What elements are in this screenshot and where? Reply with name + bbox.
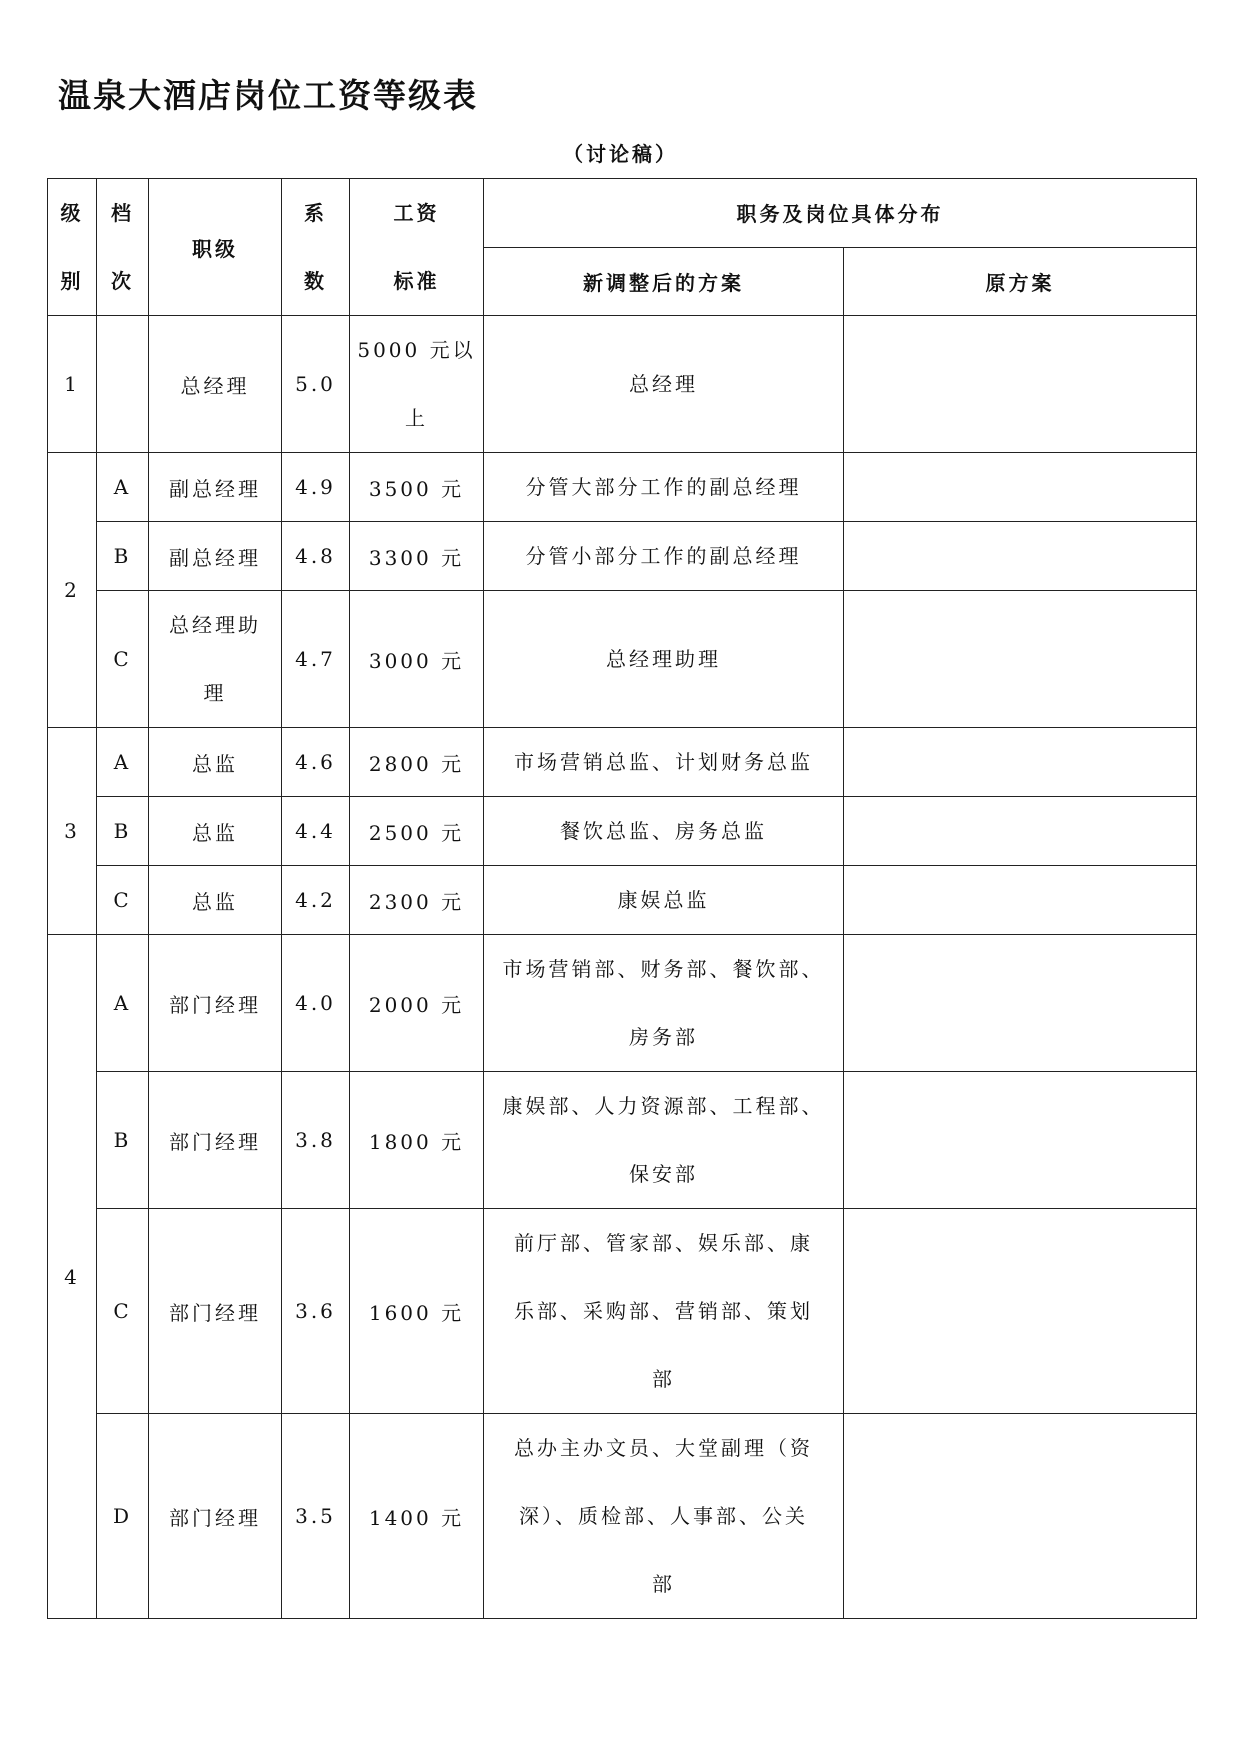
old-plan-cell	[844, 728, 1197, 797]
coefficient-cell: 4.8	[282, 522, 350, 591]
wage-grade-table	[47, 178, 1197, 1619]
new-plan-line: 乐部、采购部、营销部、策划	[514, 1299, 813, 1323]
header-coefficient-bottom: 数	[304, 269, 327, 293]
coefficient-cell: 4.7	[282, 591, 350, 728]
grade-cell: B	[97, 1072, 149, 1209]
header-distribution: 职务及岗位具体分布	[484, 179, 1197, 248]
table-row	[48, 453, 1197, 522]
rank-cell: 总监	[149, 866, 282, 935]
new-plan-cell: 分管大部分工作的副总经理	[484, 453, 844, 522]
old-plan-cell	[844, 522, 1197, 591]
rank-cell: 总监	[149, 728, 282, 797]
header-wage	[350, 179, 484, 316]
new-plan-cell	[484, 1209, 844, 1414]
wage-line: 5000 元以	[357, 338, 476, 362]
document-title: 温泉大酒店岗位工资等级表	[58, 76, 478, 115]
new-plan-line: 房务部	[629, 1025, 698, 1049]
table-row	[48, 797, 1197, 866]
header-coefficient-top: 系	[304, 201, 327, 225]
table-row	[48, 935, 1197, 1072]
new-plan-cell	[484, 1414, 844, 1619]
new-plan-line: 保安部	[629, 1162, 698, 1186]
header-level	[48, 179, 97, 316]
header-rank: 职级	[149, 179, 282, 316]
table-row	[48, 1209, 1197, 1414]
coefficient-cell: 4.9	[282, 453, 350, 522]
wage-cell: 3000 元	[350, 591, 484, 728]
new-plan-cell: 分管小部分工作的副总经理	[484, 522, 844, 591]
new-plan-line: 总办主办文员、大堂副理（资	[514, 1436, 813, 1460]
table-row	[48, 1414, 1197, 1619]
old-plan-cell	[844, 797, 1197, 866]
rank-line: 理	[203, 681, 227, 705]
table-row	[48, 1072, 1197, 1209]
grade-cell: B	[97, 522, 149, 591]
coefficient-cell: 3.8	[282, 1072, 350, 1209]
header-level-top: 级	[60, 201, 84, 225]
rank-cell: 部门经理	[149, 1072, 282, 1209]
grade-cell: C	[97, 866, 149, 935]
new-plan-cell: 餐饮总监、房务总监	[484, 797, 844, 866]
wage-cell: 3500 元	[350, 453, 484, 522]
wage-line: 上	[405, 406, 428, 430]
new-plan-cell	[484, 935, 844, 1072]
wage-cell: 3300 元	[350, 522, 484, 591]
rank-cell: 部门经理	[149, 1414, 282, 1619]
header-level-bottom: 别	[60, 269, 84, 293]
grade-cell: A	[97, 728, 149, 797]
grade-cell: C	[97, 1209, 149, 1414]
rank-cell: 总监	[149, 797, 282, 866]
table-row	[48, 522, 1197, 591]
header-wage-bottom: 标准	[393, 269, 440, 293]
coefficient-cell: 5.0	[282, 316, 350, 453]
new-plan-line: 前厅部、管家部、娱乐部、康	[514, 1231, 813, 1255]
new-plan-line: 总经理	[629, 372, 698, 396]
new-plan-line: 深）、质检部、人事部、公关	[519, 1504, 808, 1528]
wage-cell: 2000 元	[350, 935, 484, 1072]
new-plan-line: 市场营销部、财务部、餐饮部、	[502, 957, 825, 981]
wage-cell: 2500 元	[350, 797, 484, 866]
old-plan-cell	[844, 591, 1197, 728]
old-plan-cell	[844, 1072, 1197, 1209]
grade-cell: B	[97, 797, 149, 866]
old-plan-cell	[844, 453, 1197, 522]
header-coefficient	[282, 179, 350, 316]
wage-cell: 2300 元	[350, 866, 484, 935]
new-plan-line: 康娱部、人力资源部、工程部、	[502, 1094, 825, 1118]
table-row	[48, 728, 1197, 797]
coefficient-cell: 4.6	[282, 728, 350, 797]
old-plan-cell	[844, 866, 1197, 935]
level-cell: 3	[48, 728, 97, 935]
grade-cell: D	[97, 1414, 149, 1619]
wage-cell: 1800 元	[350, 1072, 484, 1209]
grade-cell: C	[97, 591, 149, 728]
new-plan-cell: 市场营销总监、计划财务总监	[484, 728, 844, 797]
table-row	[48, 591, 1197, 728]
coefficient-cell: 3.6	[282, 1209, 350, 1414]
coefficient-cell: 4.4	[282, 797, 350, 866]
rank-cell: 副总经理	[149, 453, 282, 522]
rank-cell	[149, 591, 282, 728]
grade-cell	[97, 316, 149, 453]
grade-cell: A	[97, 935, 149, 1072]
header-row-1	[48, 179, 1197, 248]
coefficient-cell: 4.0	[282, 935, 350, 1072]
new-plan-cell: 总经理助理	[484, 591, 844, 728]
new-plan-cell: 康娱总监	[484, 866, 844, 935]
old-plan-cell	[844, 935, 1197, 1072]
new-plan-cell	[484, 1072, 844, 1209]
header-new-plan: 新调整后的方案	[484, 247, 844, 316]
rank-line: 总经理助	[169, 613, 261, 637]
level-cell: 2	[48, 453, 97, 728]
header-old-plan: 原方案	[844, 247, 1197, 316]
header-grade-top: 档	[111, 201, 134, 225]
header-grade	[97, 179, 149, 316]
wage-cell: 1600 元	[350, 1209, 484, 1414]
coefficient-cell: 3.5	[282, 1414, 350, 1619]
coefficient-cell: 4.2	[282, 866, 350, 935]
new-plan-line: 部	[652, 1367, 675, 1391]
rank-cell: 部门经理	[149, 935, 282, 1072]
old-plan-cell	[844, 1414, 1197, 1619]
document-subtitle: （讨论稿）	[563, 142, 678, 166]
header-grade-bottom: 次	[111, 269, 134, 293]
table-row	[48, 316, 1197, 453]
new-plan-line: 部	[652, 1572, 675, 1596]
level-cell: 4	[48, 935, 97, 1619]
rank-cell: 部门经理	[149, 1209, 282, 1414]
level-cell: 1	[48, 316, 97, 453]
header-wage-top: 工资	[393, 201, 440, 225]
old-plan-cell	[844, 316, 1197, 453]
old-plan-cell	[844, 1209, 1197, 1414]
new-plan-cell	[484, 316, 844, 453]
grade-cell: A	[97, 453, 149, 522]
rank-cell: 总经理	[149, 316, 282, 453]
wage-cell	[350, 316, 484, 453]
rank-cell: 副总经理	[149, 522, 282, 591]
wage-cell: 1400 元	[350, 1414, 484, 1619]
table-row	[48, 866, 1197, 935]
wage-cell: 2800 元	[350, 728, 484, 797]
